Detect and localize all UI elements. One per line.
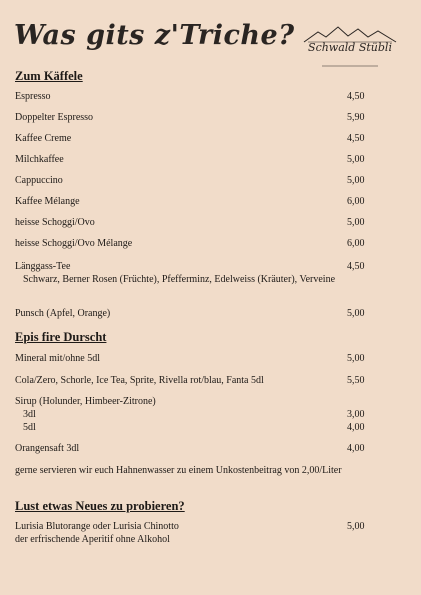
menu-item xyxy=(15,132,375,145)
item-name: Länggass-Tee xyxy=(15,261,71,272)
item-name: Orangensaft 3dl xyxy=(15,443,80,454)
item-price: 4,50 xyxy=(347,133,365,144)
menu-item xyxy=(15,352,375,365)
item-name: heisse Schoggi/Ovo Mélange xyxy=(15,238,133,249)
item-price: 5,50 xyxy=(347,375,365,386)
item-price: 5,00 xyxy=(347,308,365,319)
item-price: 5,00 xyxy=(347,353,365,364)
item-detail: Schwarz, Berner Rosen (Früchte), Pfefferminz, Edelweiss (Kräuter), Verveine xyxy=(23,274,336,285)
item-name: Espresso xyxy=(15,91,51,102)
menu-item-line2 xyxy=(15,533,375,546)
menu-item-size xyxy=(15,421,375,434)
page-title: Was gits z'Triche? xyxy=(14,20,295,51)
item-price: 4,50 xyxy=(347,91,365,102)
item-name: Sirup (Holunder, Himbeer-Zitrone) xyxy=(15,396,156,407)
menu-item xyxy=(15,153,375,166)
item-price: 5,00 xyxy=(347,217,365,228)
item-name: Mineral mit/ohne 5dl xyxy=(15,353,100,364)
item-price: 4,00 xyxy=(347,443,365,454)
item-description: der erfrischende Aperitif ohne Alkohol xyxy=(15,534,170,545)
menu-item xyxy=(15,90,375,103)
item-name: Lurisia Blutorange oder Lurisia Chinotto xyxy=(15,521,179,532)
item-name: Cola/Zero, Schorle, Ice Tea, Sprite, Rivella rot/blau, Fanta 5dl xyxy=(15,375,264,386)
item-name: Cappuccino xyxy=(15,175,63,186)
menu-item xyxy=(15,195,375,208)
item-price xyxy=(347,395,375,408)
item-price: 6,00 xyxy=(347,196,365,207)
menu-item-size xyxy=(15,408,375,421)
item-price: 6,00 xyxy=(347,238,365,249)
menu-item xyxy=(15,111,375,124)
menu-item xyxy=(15,260,375,273)
item-price: 5,00 xyxy=(347,154,365,165)
menu-item xyxy=(15,520,375,533)
logo-text: Schwald Stübli xyxy=(308,41,392,54)
item-price: 3,00 xyxy=(347,409,365,420)
menu-item-detail xyxy=(15,273,343,286)
section-title-kaffee: Zum Käffele xyxy=(15,69,83,83)
menu-item xyxy=(15,216,375,229)
item-size: 5dl xyxy=(23,422,36,433)
item-name: heisse Schoggi/Ovo xyxy=(15,217,95,228)
section-title-neues: Lust etwas Neues zu probieren? xyxy=(15,499,185,513)
menu-item xyxy=(15,395,375,408)
menu-item xyxy=(15,442,375,455)
water-note: gerne servieren wir euch Hahnenwasser zu einem Unkostenbeitrag von 2,00/Liter xyxy=(15,465,342,476)
item-price: 4,00 xyxy=(347,422,365,433)
item-price: 5,00 xyxy=(347,521,365,532)
menu-item xyxy=(15,374,375,387)
item-name: Milchkaffee xyxy=(15,154,64,165)
menu-item xyxy=(15,307,375,320)
item-name: Punsch (Apfel, Orange) xyxy=(15,308,111,319)
menu-item xyxy=(15,174,375,187)
item-name: Kaffee Mélange xyxy=(15,196,80,207)
item-price: 4,50 xyxy=(347,261,365,272)
menu-item xyxy=(15,237,375,250)
item-price: 5,90 xyxy=(347,112,365,123)
item-name: Doppelter Espresso xyxy=(15,112,94,123)
item-name: Kaffee Creme xyxy=(15,133,72,144)
item-price: 5,00 xyxy=(347,175,365,186)
section-title-durscht: Epis fire Durscht xyxy=(15,330,107,344)
item-size: 3dl xyxy=(23,409,36,420)
